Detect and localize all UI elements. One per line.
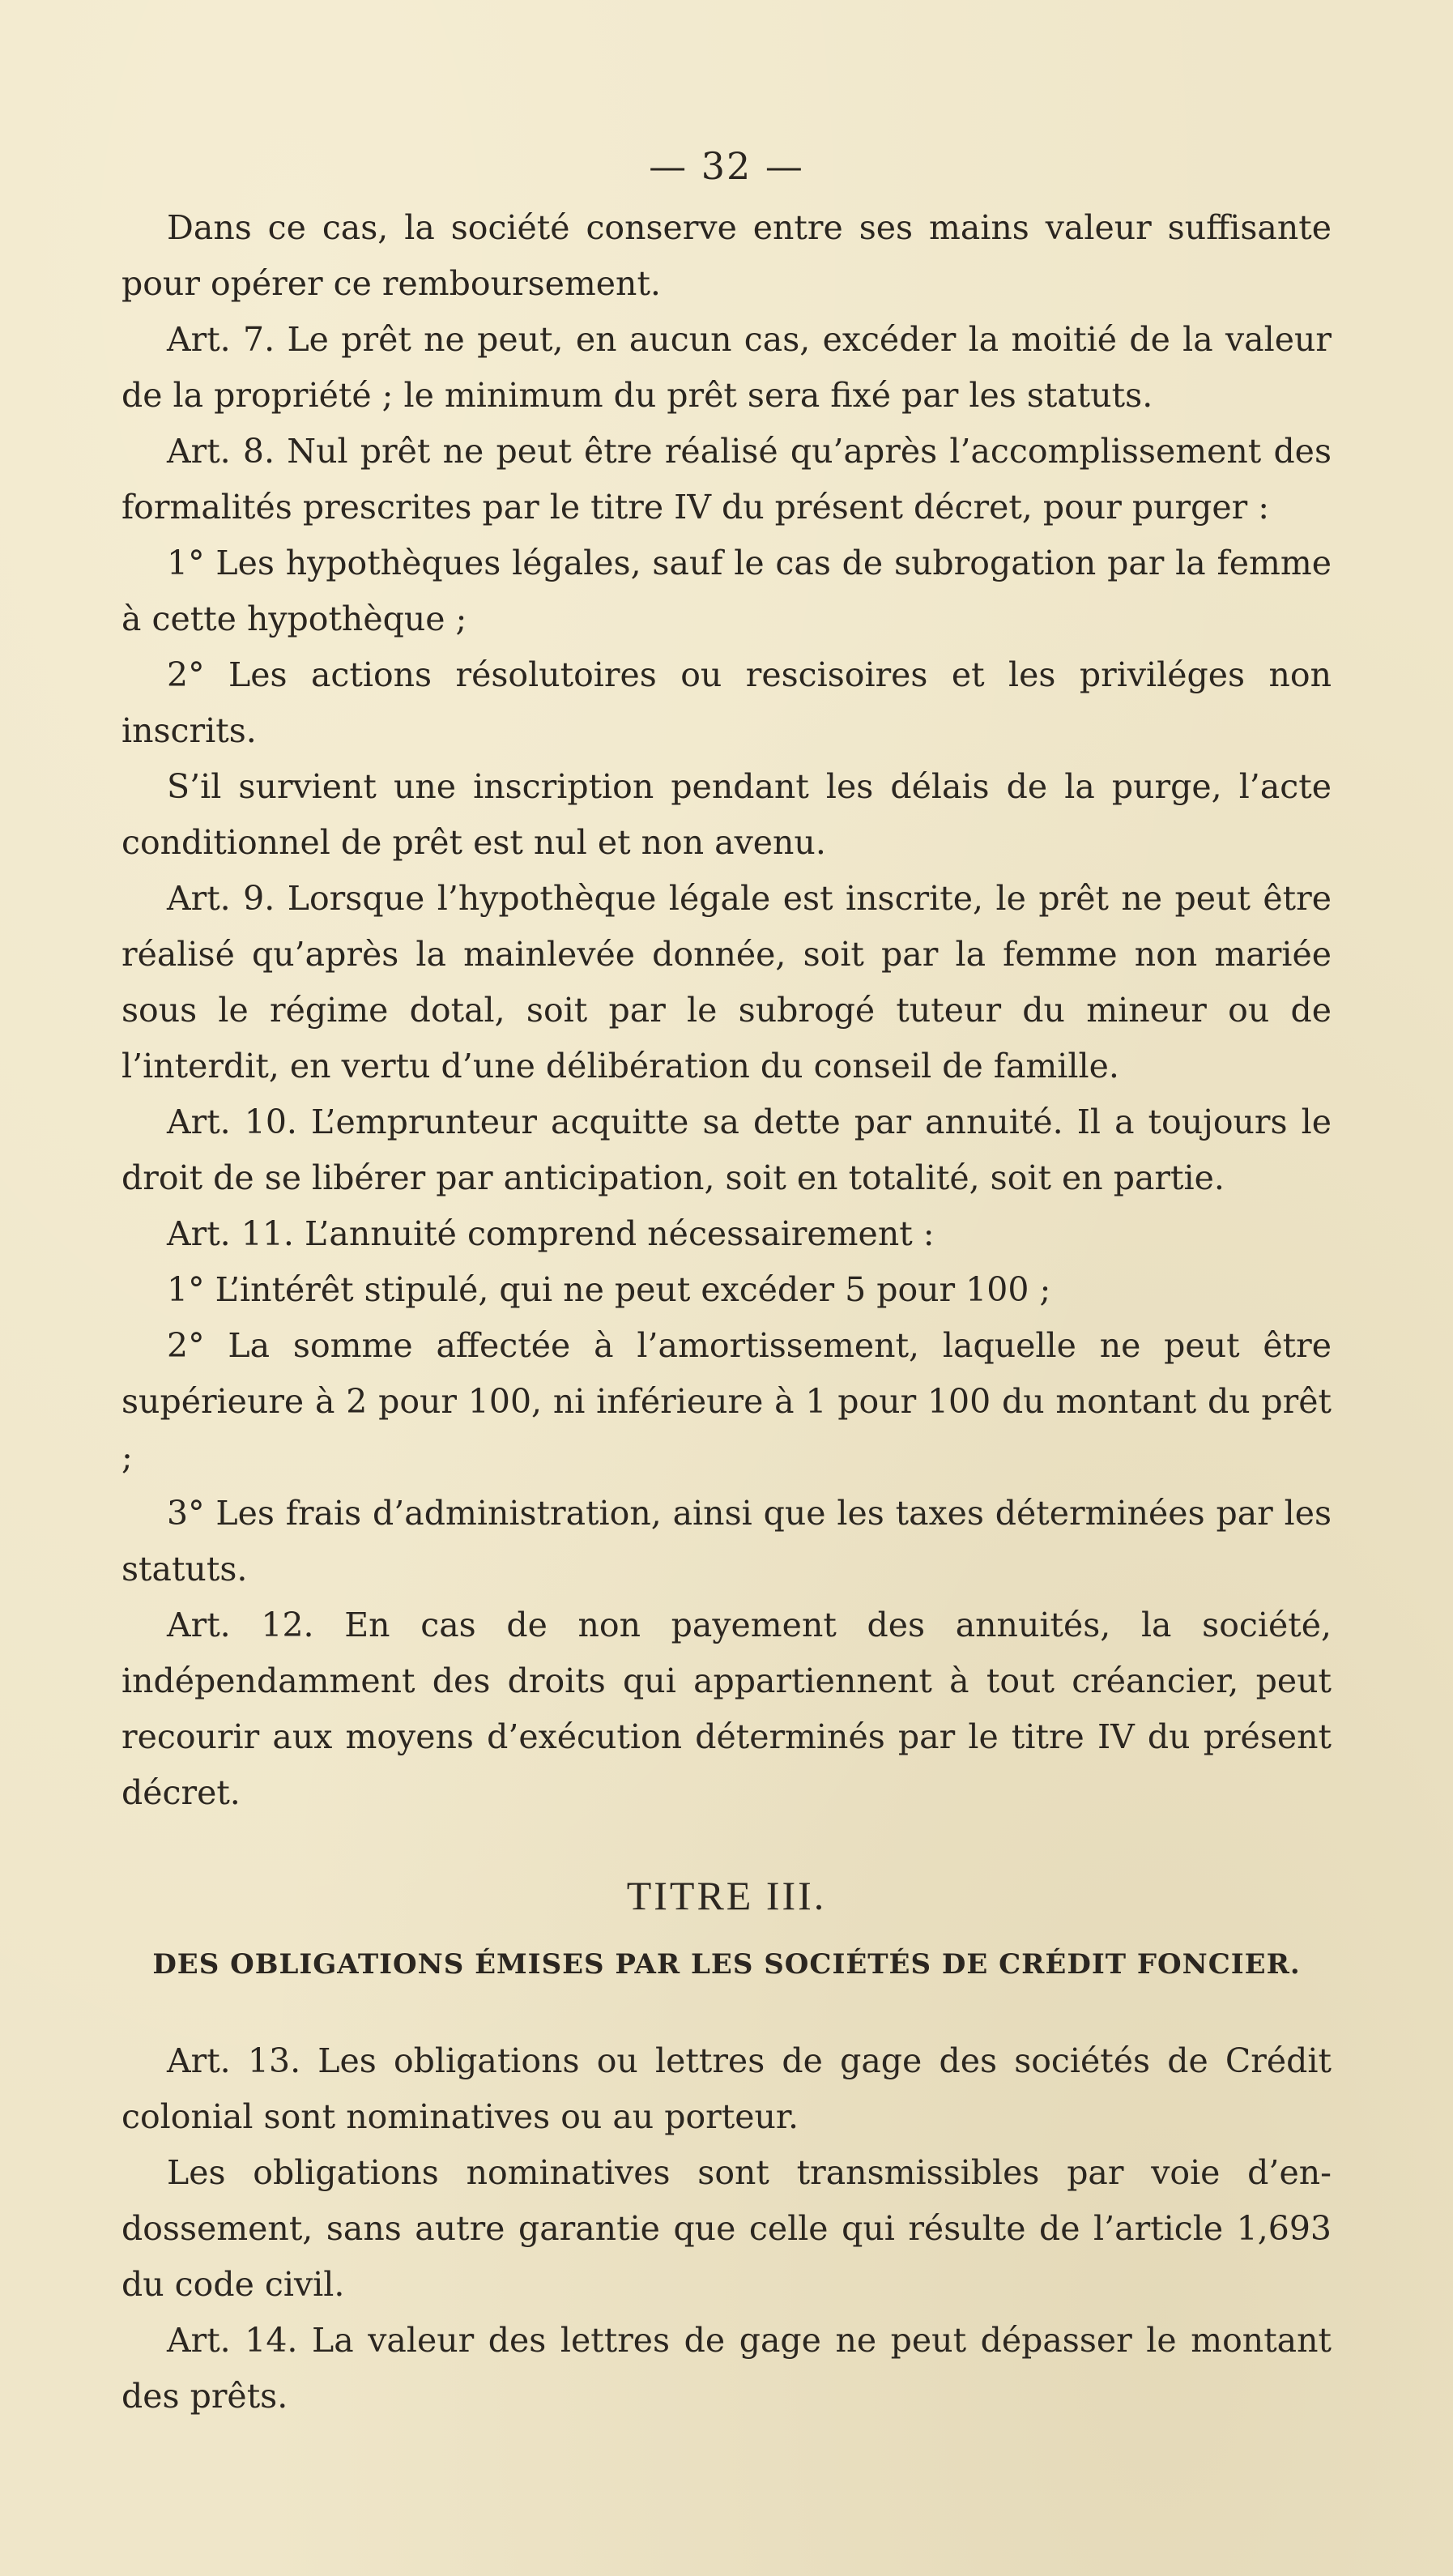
- paragraph-art-8-item-1: 1° Les hypothèques légales, sauf le cas de subrogation par la femme à cette hypothèque ;: [121, 544, 1332, 638]
- paragraph-art-8: Art. 8. Nul prêt ne peut être réalisé qu’après l’accomplissement des formalités prescrites par le titre IV du présent décret, pour purger :: [121, 432, 1332, 527]
- paragraph-art-9: Art. 9. Lorsque l’hypothèque légale est inscrite, le prêt ne peut être réalisé qu’après la mainlevée donnée, soit par la femme non mariée sous le régime dotal, soit par le subrogé tuteur du mineur ou de l’interdit, en vertu d’une délibération du conseil de famille.: [121, 879, 1332, 1085]
- paragraph: S’il survient une inscription pendant les délais de la purge, l’acte conditionnel de prêt est nul et non avenu.: [121, 767, 1332, 862]
- paragraph-art-7: Art. 7. Le prêt ne peut, en aucun cas, excéder la moitié de la valeur de la propriété ; le minimum du prêt sera fixé par les statuts.: [121, 320, 1332, 415]
- paragraph-art-11-item-1: 1° L’intérêt stipulé, qui ne peut excéder 5 pour 100 ;: [167, 1270, 1051, 1309]
- section-subtitle: DES OBLIGATIONS ÉMISES PAR LES SOCIÉTÉS DE CRÉDIT FONCIER.: [152, 1948, 1301, 1981]
- paragraph: Les obligations nominatives sont transmissibles par voie d’endossement, sans autre garantie que celle qui résulte de l’article 1,693 du code civil.: [121, 2153, 1332, 2304]
- paragraph: Dans ce cas, la société conserve entre ses mains valeur suffisante pour opérer ce remboursement.: [121, 208, 1332, 303]
- paragraph-art-11-item-2: 2° La somme affectée à l’amortissement, laquelle ne peut être supérieure à 2 pour 100, ni inférieure à 1 pour 100 du montant du prêt ;: [121, 1326, 1332, 1477]
- paragraph-art-13: Art. 13. Les obligations ou lettres de gage des sociétés de Crédit colonial sont nominatives ou au porteur.: [121, 2041, 1332, 2136]
- section-title: TITRE III.: [626, 1873, 827, 1918]
- paragraph-art-12: Art. 12. En cas de non payement des annuités, la société, indépendamment des droits qui appartiennent à tout créancier, peut recourir aux moyens d’exécution déterminés par le titre IV du présent décret.: [121, 1606, 1332, 1812]
- paragraph-art-10: Art. 10. L’emprunteur acquitte sa dette par annuité. Il a toujours le droit de se libérer par anticipation, soit en totalité, soit en partie.: [121, 1102, 1332, 1197]
- paragraph-art-11: Art. 11. L’annuité comprend nécessairement :: [167, 1214, 935, 1253]
- paragraph-art-8-item-2: 2° Les actions résolutoires ou rescisoires et les priviléges non inscrits.: [121, 655, 1332, 750]
- paragraph-art-14: Art. 14. La valeur des lettres de gage ne peut dépasser le montant des prêts.: [121, 2321, 1332, 2416]
- paragraph-art-11-item-3: 3° Les frais d’administration, ainsi que les taxes déterminées par les statuts.: [121, 1494, 1332, 1589]
- page-number: — 32 —: [649, 144, 804, 188]
